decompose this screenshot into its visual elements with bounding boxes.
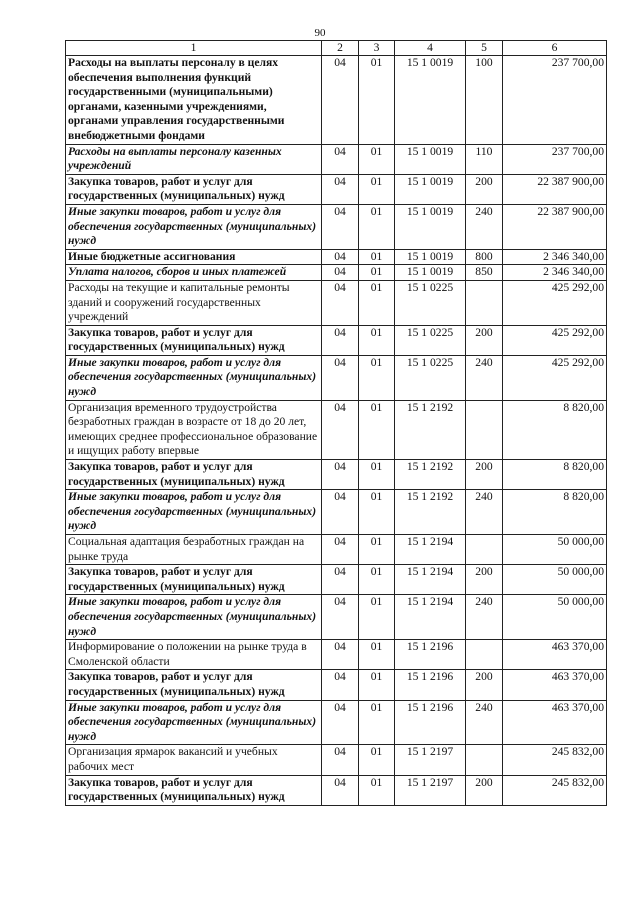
row-name-cell: Расходы на текущие и капитальные ремонты зданий и сооружений государственных учреждений xyxy=(66,280,322,325)
row-section-cell: 04 xyxy=(322,535,359,565)
row-target-cell: 15 1 2196 xyxy=(395,670,466,700)
row-target-cell: 15 1 2192 xyxy=(395,490,466,535)
table-row xyxy=(66,174,607,204)
table-row xyxy=(66,280,607,325)
row-section-cell: 04 xyxy=(322,565,359,595)
table-row xyxy=(66,460,607,490)
row-target-cell: 15 1 0225 xyxy=(395,280,466,325)
row-amount-cell: 8 820,00 xyxy=(503,400,607,459)
row-subsection-cell: 01 xyxy=(359,355,395,400)
table-row xyxy=(66,535,607,565)
row-section-cell: 04 xyxy=(322,640,359,670)
row-subsection-cell: 01 xyxy=(359,460,395,490)
row-type-cell: 200 xyxy=(466,565,503,595)
row-subsection-cell: 01 xyxy=(359,265,395,281)
row-section-cell: 04 xyxy=(322,56,359,145)
row-target-cell: 15 1 0019 xyxy=(395,249,466,265)
row-type-cell: 240 xyxy=(466,700,503,745)
row-name-cell: Закупка товаров, работ и услуг для государственных (муниципальных) нужд xyxy=(66,670,322,700)
row-section-cell: 04 xyxy=(322,460,359,490)
row-type-cell: 200 xyxy=(466,775,503,805)
row-subsection-cell: 01 xyxy=(359,595,395,640)
table-row xyxy=(66,325,607,355)
row-target-cell: 15 1 2197 xyxy=(395,745,466,775)
row-subsection-cell: 01 xyxy=(359,325,395,355)
table-row xyxy=(66,400,607,459)
row-section-cell: 04 xyxy=(322,700,359,745)
column-header: 2 xyxy=(322,41,359,56)
table-row xyxy=(66,56,607,145)
row-target-cell: 15 1 0019 xyxy=(395,265,466,281)
row-section-cell: 04 xyxy=(322,595,359,640)
column-header: 4 xyxy=(395,41,466,56)
row-amount-cell: 245 832,00 xyxy=(503,745,607,775)
row-subsection-cell: 01 xyxy=(359,280,395,325)
row-type-cell: 110 xyxy=(466,144,503,174)
row-target-cell: 15 1 2196 xyxy=(395,640,466,670)
table-row xyxy=(66,670,607,700)
row-amount-cell: 50 000,00 xyxy=(503,565,607,595)
row-name-cell: Иные бюджетные ассигнования xyxy=(66,249,322,265)
row-amount-cell: 425 292,00 xyxy=(503,325,607,355)
row-type-cell: 200 xyxy=(466,325,503,355)
table-row xyxy=(66,565,607,595)
row-type-cell: 240 xyxy=(466,595,503,640)
row-section-cell: 04 xyxy=(322,670,359,700)
row-amount-cell: 425 292,00 xyxy=(503,280,607,325)
row-type-cell xyxy=(466,535,503,565)
row-target-cell: 15 1 0019 xyxy=(395,56,466,145)
table-row xyxy=(66,595,607,640)
row-amount-cell: 245 832,00 xyxy=(503,775,607,805)
row-amount-cell: 237 700,00 xyxy=(503,144,607,174)
row-subsection-cell: 01 xyxy=(359,400,395,459)
row-subsection-cell: 01 xyxy=(359,204,395,249)
row-name-cell: Иные закупки товаров, работ и услуг для обеспечения государственных (муниципальных) нужд xyxy=(66,595,322,640)
row-amount-cell: 2 346 340,00 xyxy=(503,249,607,265)
row-type-cell: 200 xyxy=(466,460,503,490)
row-type-cell: 800 xyxy=(466,249,503,265)
row-type-cell xyxy=(466,640,503,670)
row-type-cell xyxy=(466,280,503,325)
table-row xyxy=(66,775,607,805)
row-section-cell: 04 xyxy=(322,174,359,204)
row-target-cell: 15 1 2194 xyxy=(395,535,466,565)
row-name-cell: Уплата налогов, сборов и иных платежей xyxy=(66,265,322,281)
row-target-cell: 15 1 0225 xyxy=(395,325,466,355)
budget-table xyxy=(65,40,607,806)
column-header: 6 xyxy=(503,41,607,56)
column-header: 1 xyxy=(66,41,322,56)
table-row xyxy=(66,355,607,400)
row-name-cell: Иные закупки товаров, работ и услуг для обеспечения государственных (муниципальных) нужд xyxy=(66,490,322,535)
row-subsection-cell: 01 xyxy=(359,56,395,145)
row-amount-cell: 50 000,00 xyxy=(503,595,607,640)
row-subsection-cell: 01 xyxy=(359,745,395,775)
table-row xyxy=(66,490,607,535)
column-header: 3 xyxy=(359,41,395,56)
row-section-cell: 04 xyxy=(322,325,359,355)
row-name-cell: Расходы на выплаты персоналу в целях обеспечения выполнения функций государственными (муниципальными) органами, казенными учреждениями, органами управления государственными внебюджетными фондами xyxy=(66,56,322,145)
row-type-cell: 240 xyxy=(466,204,503,249)
row-name-cell: Социальная адаптация безработных граждан на рынке труда xyxy=(66,535,322,565)
table-row xyxy=(66,144,607,174)
row-name-cell: Организация ярмарок вакансий и учебных рабочих мест xyxy=(66,745,322,775)
row-target-cell: 15 1 0019 xyxy=(395,204,466,249)
row-amount-cell: 8 820,00 xyxy=(503,490,607,535)
table-row xyxy=(66,700,607,745)
row-subsection-cell: 01 xyxy=(359,174,395,204)
row-target-cell: 15 1 0019 xyxy=(395,144,466,174)
row-amount-cell: 463 370,00 xyxy=(503,640,607,670)
header-row xyxy=(66,41,607,56)
row-amount-cell: 237 700,00 xyxy=(503,56,607,145)
row-section-cell: 04 xyxy=(322,204,359,249)
row-section-cell: 04 xyxy=(322,745,359,775)
row-name-cell: Закупка товаров, работ и услуг для государственных (муниципальных) нужд xyxy=(66,460,322,490)
row-name-cell: Иные закупки товаров, работ и услуг для обеспечения государственных (муниципальных) нужд xyxy=(66,204,322,249)
row-target-cell: 15 1 2194 xyxy=(395,595,466,640)
row-target-cell: 15 1 2196 xyxy=(395,700,466,745)
row-type-cell: 240 xyxy=(466,490,503,535)
row-amount-cell: 463 370,00 xyxy=(503,670,607,700)
row-subsection-cell: 01 xyxy=(359,144,395,174)
row-amount-cell: 425 292,00 xyxy=(503,355,607,400)
row-target-cell: 15 1 2192 xyxy=(395,400,466,459)
row-name-cell: Закупка товаров, работ и услуг для государственных (муниципальных) нужд xyxy=(66,325,322,355)
row-subsection-cell: 01 xyxy=(359,249,395,265)
row-subsection-cell: 01 xyxy=(359,775,395,805)
table-row xyxy=(66,204,607,249)
row-section-cell: 04 xyxy=(322,490,359,535)
row-type-cell: 200 xyxy=(466,670,503,700)
row-amount-cell: 2 346 340,00 xyxy=(503,265,607,281)
row-target-cell: 15 1 0019 xyxy=(395,174,466,204)
row-section-cell: 04 xyxy=(322,355,359,400)
table-row xyxy=(66,265,607,281)
row-amount-cell: 463 370,00 xyxy=(503,700,607,745)
row-name-cell: Закупка товаров, работ и услуг для государственных (муниципальных) нужд xyxy=(66,775,322,805)
row-amount-cell: 8 820,00 xyxy=(503,460,607,490)
row-section-cell: 04 xyxy=(322,280,359,325)
row-subsection-cell: 01 xyxy=(359,490,395,535)
page-number: 90 xyxy=(314,27,326,39)
row-type-cell: 200 xyxy=(466,174,503,204)
row-name-cell: Закупка товаров, работ и услуг для государственных (муниципальных) нужд xyxy=(66,565,322,595)
row-type-cell: 100 xyxy=(466,56,503,145)
row-target-cell: 15 1 2197 xyxy=(395,775,466,805)
row-subsection-cell: 01 xyxy=(359,670,395,700)
row-section-cell: 04 xyxy=(322,775,359,805)
row-name-cell: Закупка товаров, работ и услуг для государственных (муниципальных) нужд xyxy=(66,174,322,204)
row-name-cell: Иные закупки товаров, работ и услуг для обеспечения государственных (муниципальных) нужд xyxy=(66,355,322,400)
row-section-cell: 04 xyxy=(322,144,359,174)
row-subsection-cell: 01 xyxy=(359,535,395,565)
column-header: 5 xyxy=(466,41,503,56)
row-section-cell: 04 xyxy=(322,400,359,459)
table-row xyxy=(66,640,607,670)
row-target-cell: 15 1 2194 xyxy=(395,565,466,595)
row-name-cell: Организация временного трудоустройства безработных граждан в возрасте от 18 до 20 лет, имеющих среднее профессиональное образование и ищущих работу впервые xyxy=(66,400,322,459)
row-type-cell: 850 xyxy=(466,265,503,281)
row-type-cell xyxy=(466,745,503,775)
row-name-cell: Расходы на выплаты персоналу казенных учреждений xyxy=(66,144,322,174)
row-target-cell: 15 1 0225 xyxy=(395,355,466,400)
row-type-cell: 240 xyxy=(466,355,503,400)
row-name-cell: Иные закупки товаров, работ и услуг для обеспечения государственных (муниципальных) нужд xyxy=(66,700,322,745)
row-name-cell: Информирование о положении на рынке труда в Смоленской области xyxy=(66,640,322,670)
row-type-cell xyxy=(466,400,503,459)
row-amount-cell: 22 387 900,00 xyxy=(503,174,607,204)
row-subsection-cell: 01 xyxy=(359,700,395,745)
row-subsection-cell: 01 xyxy=(359,640,395,670)
row-amount-cell: 22 387 900,00 xyxy=(503,204,607,249)
table-row xyxy=(66,249,607,265)
row-subsection-cell: 01 xyxy=(359,565,395,595)
row-amount-cell: 50 000,00 xyxy=(503,535,607,565)
row-target-cell: 15 1 2192 xyxy=(395,460,466,490)
table-row xyxy=(66,745,607,775)
table-body xyxy=(66,56,607,806)
row-section-cell: 04 xyxy=(322,249,359,265)
row-section-cell: 04 xyxy=(322,265,359,281)
